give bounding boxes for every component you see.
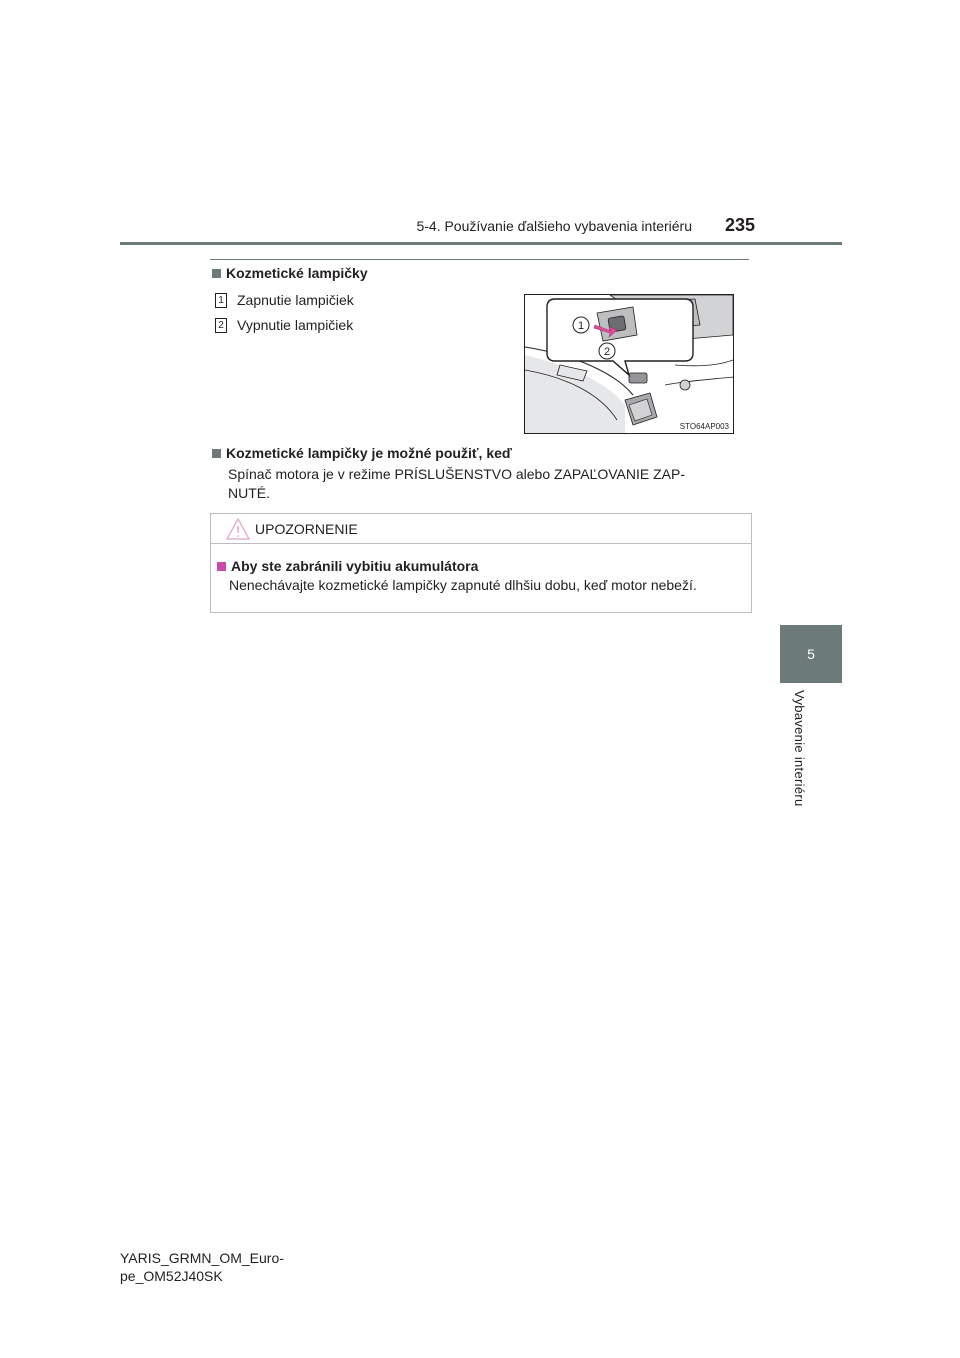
figure-code: STO64AP003	[679, 422, 729, 431]
caution-heading	[215, 558, 478, 574]
list-item	[215, 292, 354, 308]
bullet-square-icon	[212, 269, 221, 278]
bullet-square-icon	[212, 449, 221, 458]
vanity-heading	[210, 265, 368, 281]
content-divider	[210, 259, 749, 260]
usage-text-line-1: Spínač motora je v režime PRÍSLUŠENSTVO alebo ZAPAĽOVANIE ZAP-	[228, 466, 685, 482]
bullet-square-icon	[217, 562, 226, 571]
caution-heading-text: Aby ste zabránili vybitiu akumulátora	[231, 558, 479, 574]
callout-1: 1	[577, 320, 585, 332]
warning-triangle-icon	[226, 517, 250, 546]
usage-heading-text: Kozmetické lampičky je možné použiť, keď	[226, 445, 512, 461]
caution-title: UPOZORNENIE	[255, 521, 358, 537]
caution-box	[210, 513, 752, 613]
footer-line-2: pe_OM52J40SK	[120, 1268, 223, 1284]
usage-heading	[210, 445, 512, 461]
caution-header	[211, 514, 751, 544]
chapter-number: 5	[807, 646, 815, 662]
callout-2: 2	[603, 346, 611, 358]
usage-text-line-2: NUTÉ.	[228, 485, 270, 501]
chapter-label: Vybavenie interiéru	[792, 690, 807, 807]
list-item	[215, 317, 353, 333]
section-title: 5-4. Používanie ďalšieho vybavenia interiéru	[416, 218, 692, 234]
vanity-light-illustration	[524, 294, 734, 434]
number-badge: 1	[215, 293, 227, 308]
header-divider	[120, 242, 842, 245]
caution-text: Nenechávajte kozmetické lampičky zapnuté dlhšiu dobu, keď motor nebeží.	[229, 577, 697, 593]
page-number: 235	[725, 215, 756, 235]
list-item-label: Zapnutie lampičiek	[237, 292, 354, 308]
ceiling-console-drawing	[525, 295, 733, 433]
list-item-label: Vypnutie lampičiek	[237, 317, 354, 333]
vanity-heading-text: Kozmetické lampičky	[226, 265, 368, 281]
footer-line-1: YARIS_GRMN_OM_Euro-	[120, 1250, 284, 1266]
document-footer	[120, 1249, 284, 1285]
number-badge: 2	[215, 318, 227, 333]
chapter-tab	[780, 625, 842, 683]
